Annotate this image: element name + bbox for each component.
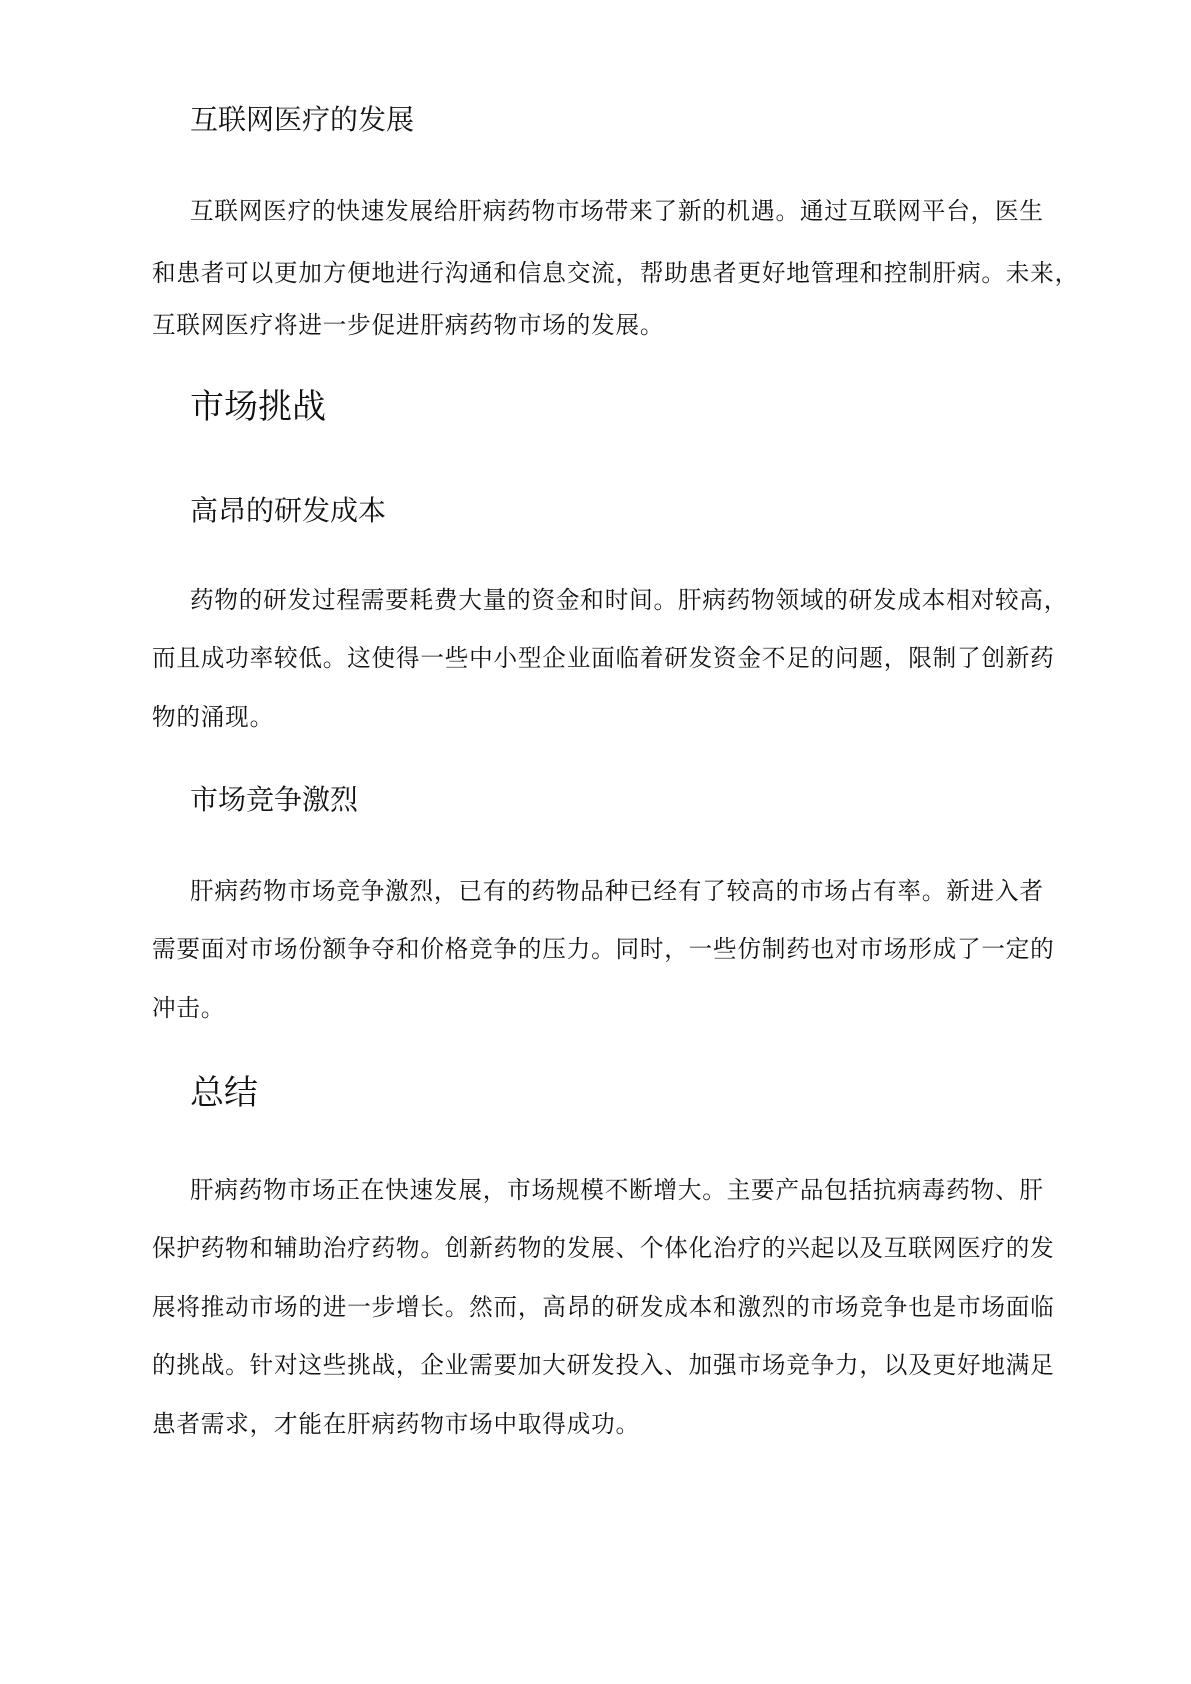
section-heading-market-challenges: 市场挑战 — [190, 387, 326, 427]
paragraph-line: 的挑战。针对这些挑战，企业需要加大研发投入、加强市场竞争力，以及更好地满足 — [152, 1351, 1055, 1379]
paragraph-line: 肝病药物市场竞争激烈，已有的药物品种已经有了较高的市场占有率。新进入者 — [190, 877, 1044, 905]
paragraph-line: 药物的研发过程需要耗费大量的资金和时间。肝病药物领域的研发成本相对较高， — [190, 586, 1069, 614]
paragraph-line: 物的涌现。 — [152, 703, 274, 731]
paragraph-line: 而且成功率较低。这使得一些中小型企业面临着研发资金不足的问题，限制了创新药 — [152, 644, 1055, 672]
paragraph-line: 互联网医疗的快速发展给肝病药物市场带来了新的机遇。通过互联网平台，医生 — [190, 197, 1044, 225]
paragraph-line: 需要面对市场份额争夺和价格竞争的压力。同时，一些仿制药也对市场形成了一定的 — [152, 935, 1055, 963]
paragraph-line: 保护药物和辅助治疗药物。创新药物的发展、个体化治疗的兴起以及互联网医疗的发 — [152, 1234, 1055, 1262]
paragraph-line: 和患者可以更加方便地进行沟通和信息交流，帮助患者更好地管理和控制肝病。未来， — [152, 259, 1079, 287]
section-heading-internet-healthcare: 互联网医疗的发展 — [190, 103, 415, 136]
paragraph-line: 冲击。 — [152, 994, 226, 1022]
paragraph-line: 患者需求，才能在肝病药物市场中取得成功。 — [152, 1410, 640, 1438]
section-heading-high-rd-cost: 高昂的研发成本 — [190, 494, 387, 527]
section-heading-summary: 总结 — [190, 1073, 258, 1113]
paragraph-line: 展将推动市场的进一步增长。然而，高昂的研发成本和激烈的市场竞争也是市场面临 — [152, 1293, 1055, 1321]
paragraph-line: 肝病药物市场正在快速发展，市场规模不断增大。主要产品包括抗病毒药物、肝 — [190, 1176, 1044, 1204]
paragraph-line: 互联网医疗将进一步促进肝病药物市场的发展。 — [152, 311, 665, 339]
section-heading-fierce-competition: 市场竞争激烈 — [190, 783, 359, 816]
